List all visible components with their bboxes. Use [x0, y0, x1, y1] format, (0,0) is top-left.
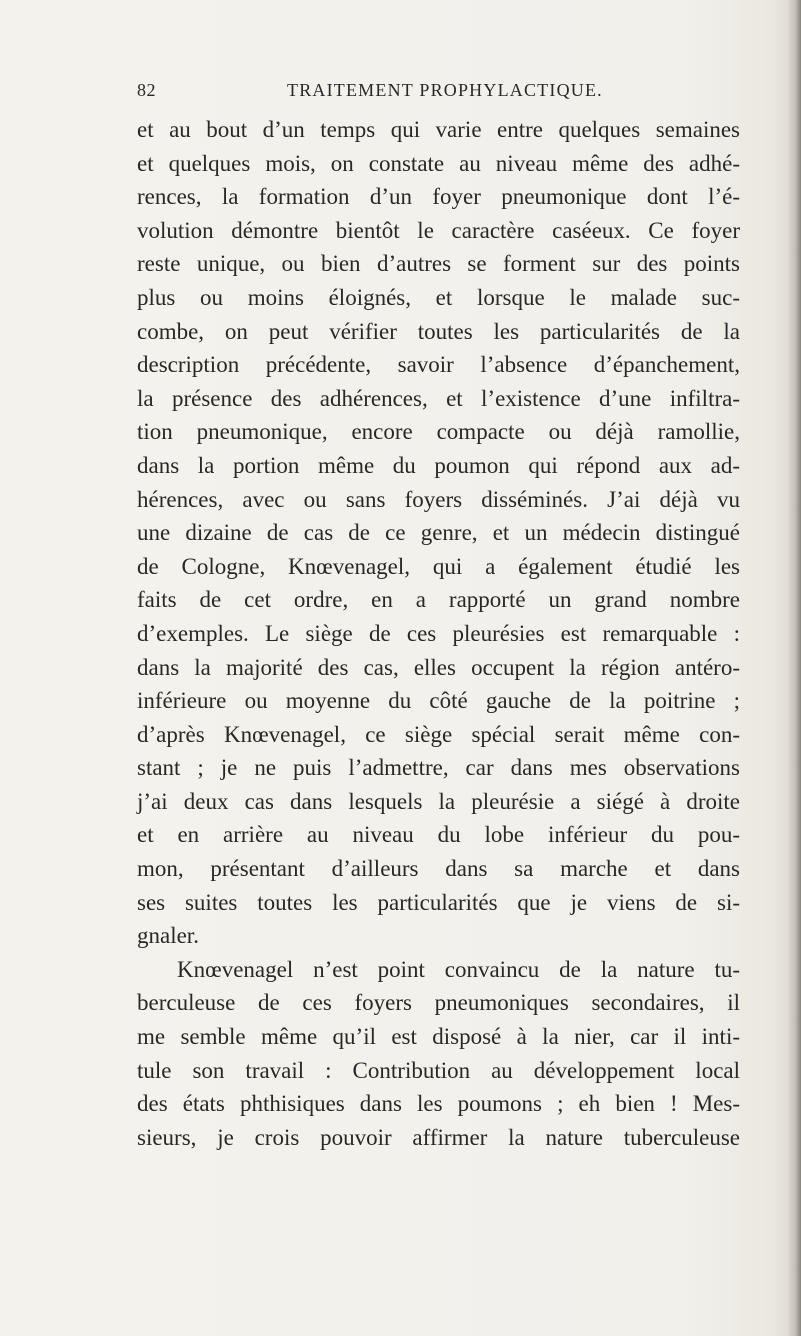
page-header [137, 80, 737, 104]
text-line: faits de cet ordre, en a rapporté un grand nombre [137, 587, 740, 613]
text-line: de Cologne, Knœvenagel, qui a également étudié les [137, 553, 740, 579]
text-line: combe, on peut vérifier toutes les particularités de la [137, 318, 740, 344]
running-title: TRAITEMENT PROPHYLACTIQUE. [287, 80, 603, 100]
text-line: description précédente, savoir l’absence d’épanchement, [137, 352, 740, 378]
text-line: et quelques mois, on constate au niveau même des adhé- [137, 150, 740, 176]
text-line: gnaler. [137, 923, 199, 949]
text-line: Knœvenagel n’est point convaincu de la nature tu- [177, 956, 740, 982]
text-line: rences, la formation d’un foyer pneumonique dont l’é- [137, 184, 740, 210]
text-line: reste unique, ou bien d’autres se forment sur des points [137, 251, 740, 277]
text-line: stant ; je ne puis l’admettre, car dans mes observations [137, 755, 740, 781]
text-line: mon, présentant d’ailleurs dans sa marche et dans [137, 856, 740, 882]
text-line: des états phthisiques dans les poumons ; eh bien ! Mes- [137, 1091, 740, 1117]
text-line: plus ou moins éloignés, et lorsque le malade suc- [137, 284, 740, 310]
body-text [137, 113, 740, 1154]
text-line: et au bout d’un temps qui varie entre quelques semaines [137, 117, 740, 142]
text-line: tion pneumonique, encore compacte ou déjà ramollie, [137, 419, 740, 445]
page-edge-shadow [787, 0, 801, 1336]
text-line: volution démontre bientôt le caractère caséeux. Ce foyer [137, 217, 740, 243]
text-line: hérences, avec ou sans foyers disséminés. J’ai déjà vu [137, 486, 740, 512]
page-number: 82 [137, 80, 156, 100]
text-line: sieurs, je crois pouvoir affirmer la nature tuberculeuse [137, 1124, 740, 1150]
text-line: inférieure ou moyenne du côté gauche de la poitrine ; [137, 688, 740, 714]
text-line: la présence des adhérences, et l’existence d’une infiltra- [137, 385, 740, 411]
text-line: et en arrière au niveau du lobe inférieur du pou- [137, 822, 740, 848]
text-line: me semble même qu’il est disposé à la nier, car il inti- [137, 1024, 740, 1050]
text-line: ses suites toutes les particularités que je viens de si- [137, 889, 740, 915]
text-line: dans la majorité des cas, elles occupent la région antéro- [137, 654, 740, 680]
text-line: d’après Knœvenagel, ce siège spécial serait même con- [137, 721, 740, 747]
text-line: tule son travail : Contribution au développement local [137, 1057, 740, 1083]
text-line: une dizaine de cas de ce genre, et un médecin distingué [137, 520, 740, 546]
text-line: berculeuse de ces foyers pneumoniques secondaires, il [137, 990, 740, 1016]
text-line: j’ai deux cas dans lesquels la pleurésie a siégé à droite [137, 788, 740, 814]
text-line: dans la portion même du poumon qui répond aux ad- [137, 452, 740, 478]
text-line: d’exemples. Le siège de ces pleurésies est remarquable : [137, 620, 740, 646]
